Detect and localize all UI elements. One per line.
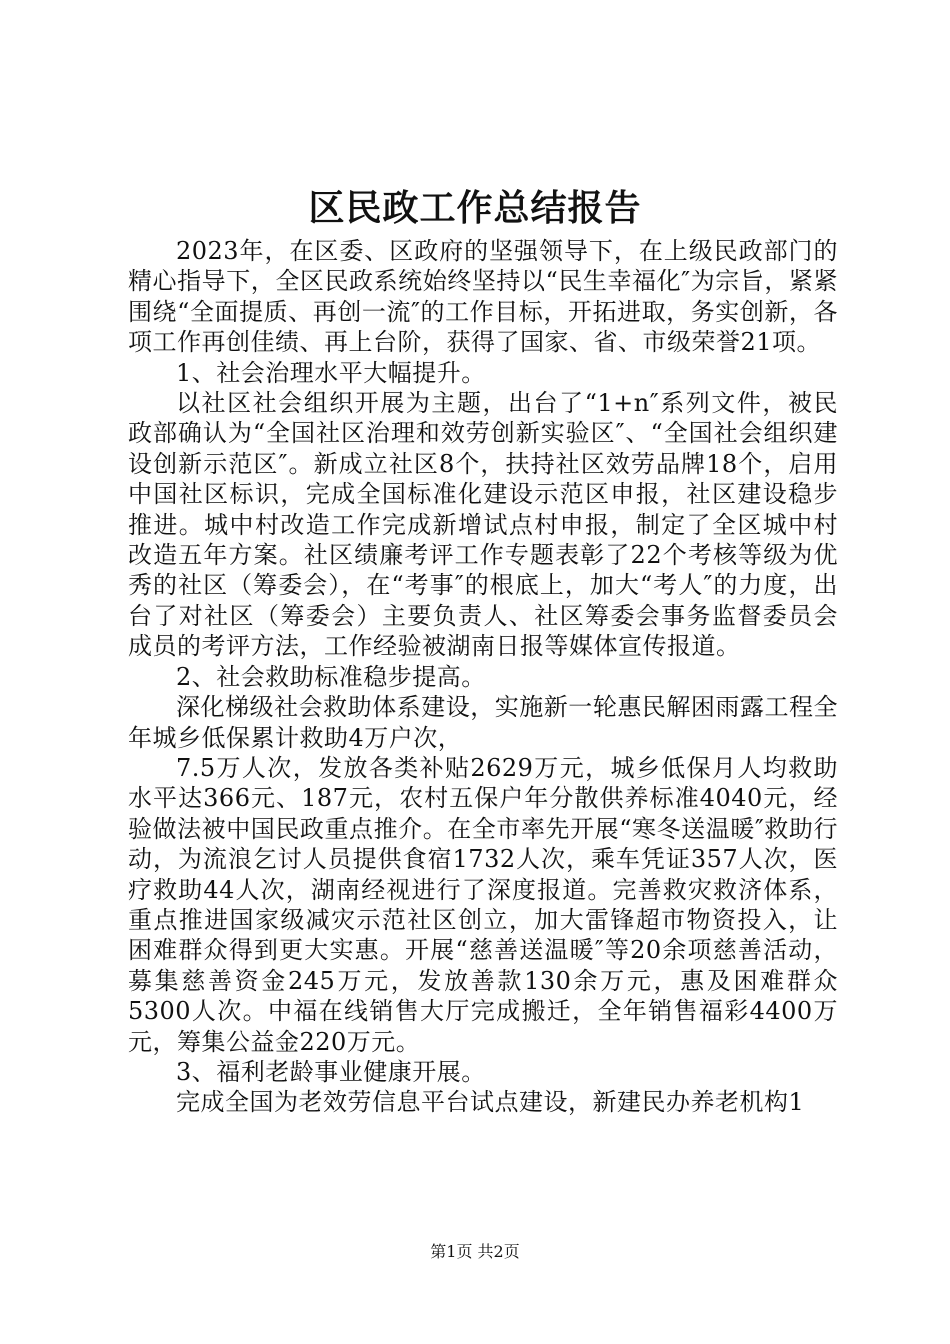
section-heading-2: 2、社会救助标准稳步提高。: [176, 662, 486, 691]
paragraph-intro: 2023年，在区委、区政府的坚强领导下，在上级民政部门的精心指导下，全区民政系统始终坚持以“民生幸福化″为宗旨，紧紧围绕“全面提质、再创一流″的工作目标，开拓进取，务实创新，各项工作再创佳绩、再上台阶，获得了国家、省、市级荣誉21项。: [128, 237, 838, 357]
page-footer: 第1页 共2页: [430, 1242, 520, 1261]
paragraph-assistance-details: 7.5万人次，发放各类补贴2629万元，城乡低保月人均救助水平达366元、187元，农村五保户年分散供养标准4040元，经验做法被中国民政重点推介。在全市率先开展“寒冬送温暖″救助行动，为流浪乞讨人员提供食宿1732人次，乘车凭证357人次，医疗救助44人次，湖南经视进行了深度报道。完善救灾救济体系，重点推进国家级减灾示范社区创立，加大雷锋超市物资投入，让困难群众得到更大实惠。开展“慈善送温暖″等20余项慈善活动，募集慈善资金245万元，发放善款130余万元，惠及困难群众5300人次。中福在线销售大厅完成搬迁，全年销售福彩4400万元，筹集公益金220万元。: [128, 753, 838, 1056]
document-title: 区民政工作总结报告: [308, 187, 642, 229]
section-heading-1: 1、社会治理水平大幅提升。: [176, 358, 486, 387]
paragraph-elderly-welfare: 完成全国为老效劳信息平台试点建设，新建民办养老机构1: [176, 1088, 805, 1117]
paragraph-social-assistance: 深化梯级社会救助体系建设，实施新一轮惠民解困雨露工程全年城乡低保累计救助4万户次，: [128, 693, 838, 752]
paragraph-social-governance: 以社区社会组织开展为主题，出台了“1+n″系列文件，被民政部确认为“全国社区治理和效劳创新实验区″、“全国社会组织建设创新示范区″。新成立社区8个，扶持社区效劳品牌18个，启用中国社区标识，完成全国标准化建设示范区申报，社区建设稳步推进。城中村改造工作完成新增试点村申报，制定了全区城中村改造五年方案。社区绩廉考评工作专题表彰了22个考核等级为优秀的社区（筹委会），在“考事″的根底上，加大“考人″的力度，出台了对社区（筹委会）主要负责人、社区筹委会事务监督委员会成员的考评方法，工作经验被湖南日报等媒体宣传报道。: [128, 389, 838, 661]
document-body: [128, 236, 838, 1118]
section-heading-3: 3、福利老龄事业健康开展。: [176, 1057, 486, 1086]
